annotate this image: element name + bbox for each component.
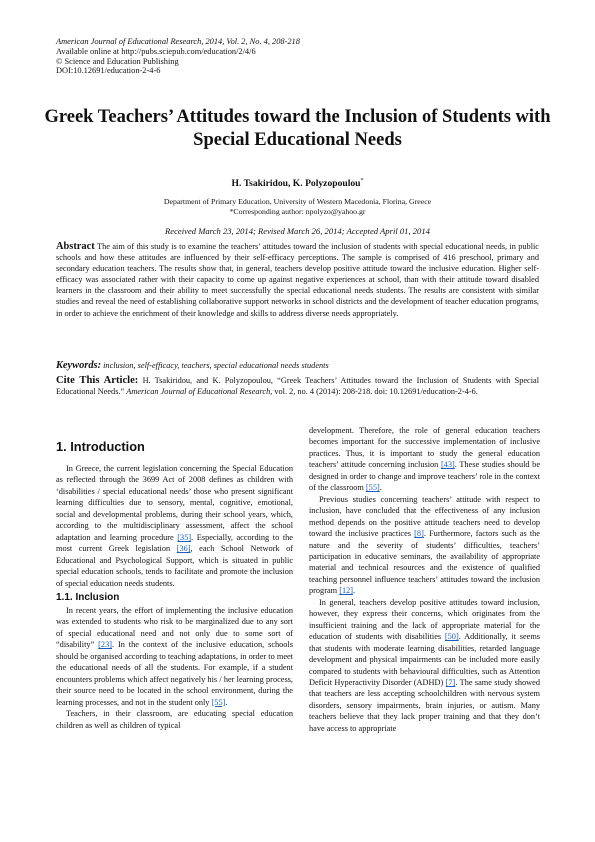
text-run: Previous studies concerning teachers’ attitude with respect to inclusion, have concluded that the effectiveness of any inclusion method depends on the positive attitude teachers need to develop toward the inclusive practices [309,494,540,539]
citation-link[interactable]: [55] [365,483,380,493]
keywords-label: Keywords: [56,360,102,371]
subsection-heading-inclusion: 1.1. Inclusion [56,591,120,603]
citation-link[interactable]: [50] [444,632,459,642]
general-attitudes-paragraph [309,597,540,734]
citation-link[interactable]: [8] [414,529,424,539]
text-run: . The same study showed that teachers are less accepting schoolchildren with nervous system disorders, sensory impairments, brain injuries, or autism. Many teachers believe that they lack proper training and that they don’t have access to appropriate [309,677,541,733]
section-heading-introduction: 1. Introduction [56,439,145,454]
cite-block [56,375,539,397]
corresponding-author-line: *Corresponding author: npolyzo@yahoo.gr [229,207,366,216]
keywords-block [56,360,539,371]
text-run: . Especially, according to the most current Greek legislation [56,532,293,554]
citation-link[interactable]: [55] [211,697,226,707]
citation-link[interactable]: [35] [177,532,192,542]
affiliation-block [0,197,595,217]
cite-journal: American Journal of Educational Research, [126,387,273,397]
citation-link[interactable]: [7] [445,677,456,687]
author-list [0,178,595,189]
text-run: . [353,586,356,596]
intro-paragraph-1 [56,463,293,589]
citation-link[interactable]: [23] [98,640,112,650]
doi-line: DOI:10.12691/education-2-4-6 [56,66,161,76]
cite-rest: vol. 2, no. 4 (2014): 208-218. doi: 10.12691/education-2-4-6. [274,387,478,397]
text-run: development. Therefore, the role of general education teachers becomes important for the successive implementation of inclusive practices. Thus, it is important to study the general education teachers’ attitude concerning inclusion [309,426,540,470]
inclusion-paragraph-1 [56,605,293,708]
text-run: . [225,697,228,707]
author-names: H. Tsakiridou, K. Polyzopoulou [231,178,361,190]
citation-link[interactable]: [36] [176,544,191,554]
continued-paragraph [309,425,540,494]
text-run: . In the context of the inclusive education, schools should be organised according to teaching adaptations, in order to meet the educational needs of all the students. For example, if a student encounters problems which affect negatively his / her learning process, their source need to be located in the school environment, during the learning processes, and not in the student only [56,640,293,707]
corresponding-mark: * [360,178,364,184]
citation-link[interactable]: [43] [440,460,455,470]
publication-dates: Received March 23, 2014; Revised March 26, 2014; Accepted April 01, 2014 [165,226,430,236]
keywords-text: inclusion, self-efficacy, teachers, special educational needs students [103,361,329,370]
abstract-label: Abstract [56,241,95,252]
abstract-block [56,241,539,319]
cite-plain: H. Tsakiridou, and K. Polyzopoulou, “Greek Teachers’ Attitudes toward the Inclusion of Students with Special Educational Needs.” [56,376,539,397]
text-run: . [379,483,382,493]
text-run: In Greece, the current legislation concerning the Special Education as reflected through the 3699 Act of 2008 defines as children with ‘disabilities / special educational needs’ those who present significant learning difficulties due to sensory, mental, cognitive, emotional, social and developmental problems, during their school years, which, according to the multidisciplinary assessment, affect the school adaptation and learning procedure [56,464,293,542]
abstract-text: The aim of this study is to examine the teachers’ attitudes toward the inclusion of students with special educational needs, in public schools and how these attitudes are influenced by their self-efficacy perceptions. The sample is comprised of 416 preschool, primary and secondary education teachers. The results show that, in general, teachers develop positive attitude toward the inclusive education. Higher self-efficacy was associated rather with their capacity to come up against negative experiences at school, than with their attitude toward disabled learners in the classroom and their ability to meet successfully the special educational needs students. The results are consistent with similar studies and reveal the need of establishing collaborative support networks in school districts and the development of teacher education programs, in order to achieve the enrichment of their knowledge and skills to address diverse needs appropriately. [56,242,539,318]
text-run: In recent years, the effort of implementing the inclusive education was extended to students who risk to be marginalized due to any sort of special educational need and not only due to some sort of “disability” [56,605,293,650]
copyright-line: © Science and Education Publishing [56,56,179,66]
text-run: . Furthermore, factors such as the nature and the severity of students’ difficulties, teachers’ participation in educative seminars, the availability of appropriate material and technical resources and the existence of qualified teaching personnel influence teachers’ attitudes toward the inclusion program [309,529,540,596]
left-column [56,439,293,731]
text-run: . These studies should be designed in order to change and improve teachers’ role in the context of the classroom [309,460,540,493]
journal-header [56,37,300,76]
cite-label: Cite This Article: [56,375,139,386]
department-line: Department of Primary Education, University of Western Macedonia, Florina, Greece [163,197,432,206]
text-run: In general, teachers develop positive attitudes toward inclusion, however, they express their concerns, which originates from the insufficient training and the lack of appropriate material for the education of students with disabilities [309,597,540,642]
paper-title: Greek Teachers’ Attitudes toward the Inclusion of Students with Special Educational Needs [44,107,551,150]
available-online-line[interactable]: Available online at http://pubs.sciepub.com/education/2/4/6 [56,46,256,56]
citation-link[interactable]: [12] [339,586,354,596]
text-run: , each School Network of Educational and Psychological Support, which is situated in public special education schools, tends to facilitate and promote the inclusion of special education needs students. [56,544,294,588]
previous-studies-paragraph [309,494,540,597]
right-column [309,425,540,734]
journal-citation-line: American Journal of Educational Research, 2014, Vol. 2, No. 4, 208-218 [56,37,300,46]
text-run: . Additionally, it seems that students with moderate learning disabilities, retarded language development and physical impairments can be included more easily compared to students with behavioural difficulties, such as Attention Deficit Hyperactivity Disorder (ADHD) [309,632,540,687]
inclusion-paragraph-2: Teachers, in their classroom, are educating special education children as well as children of typical [56,709,293,730]
